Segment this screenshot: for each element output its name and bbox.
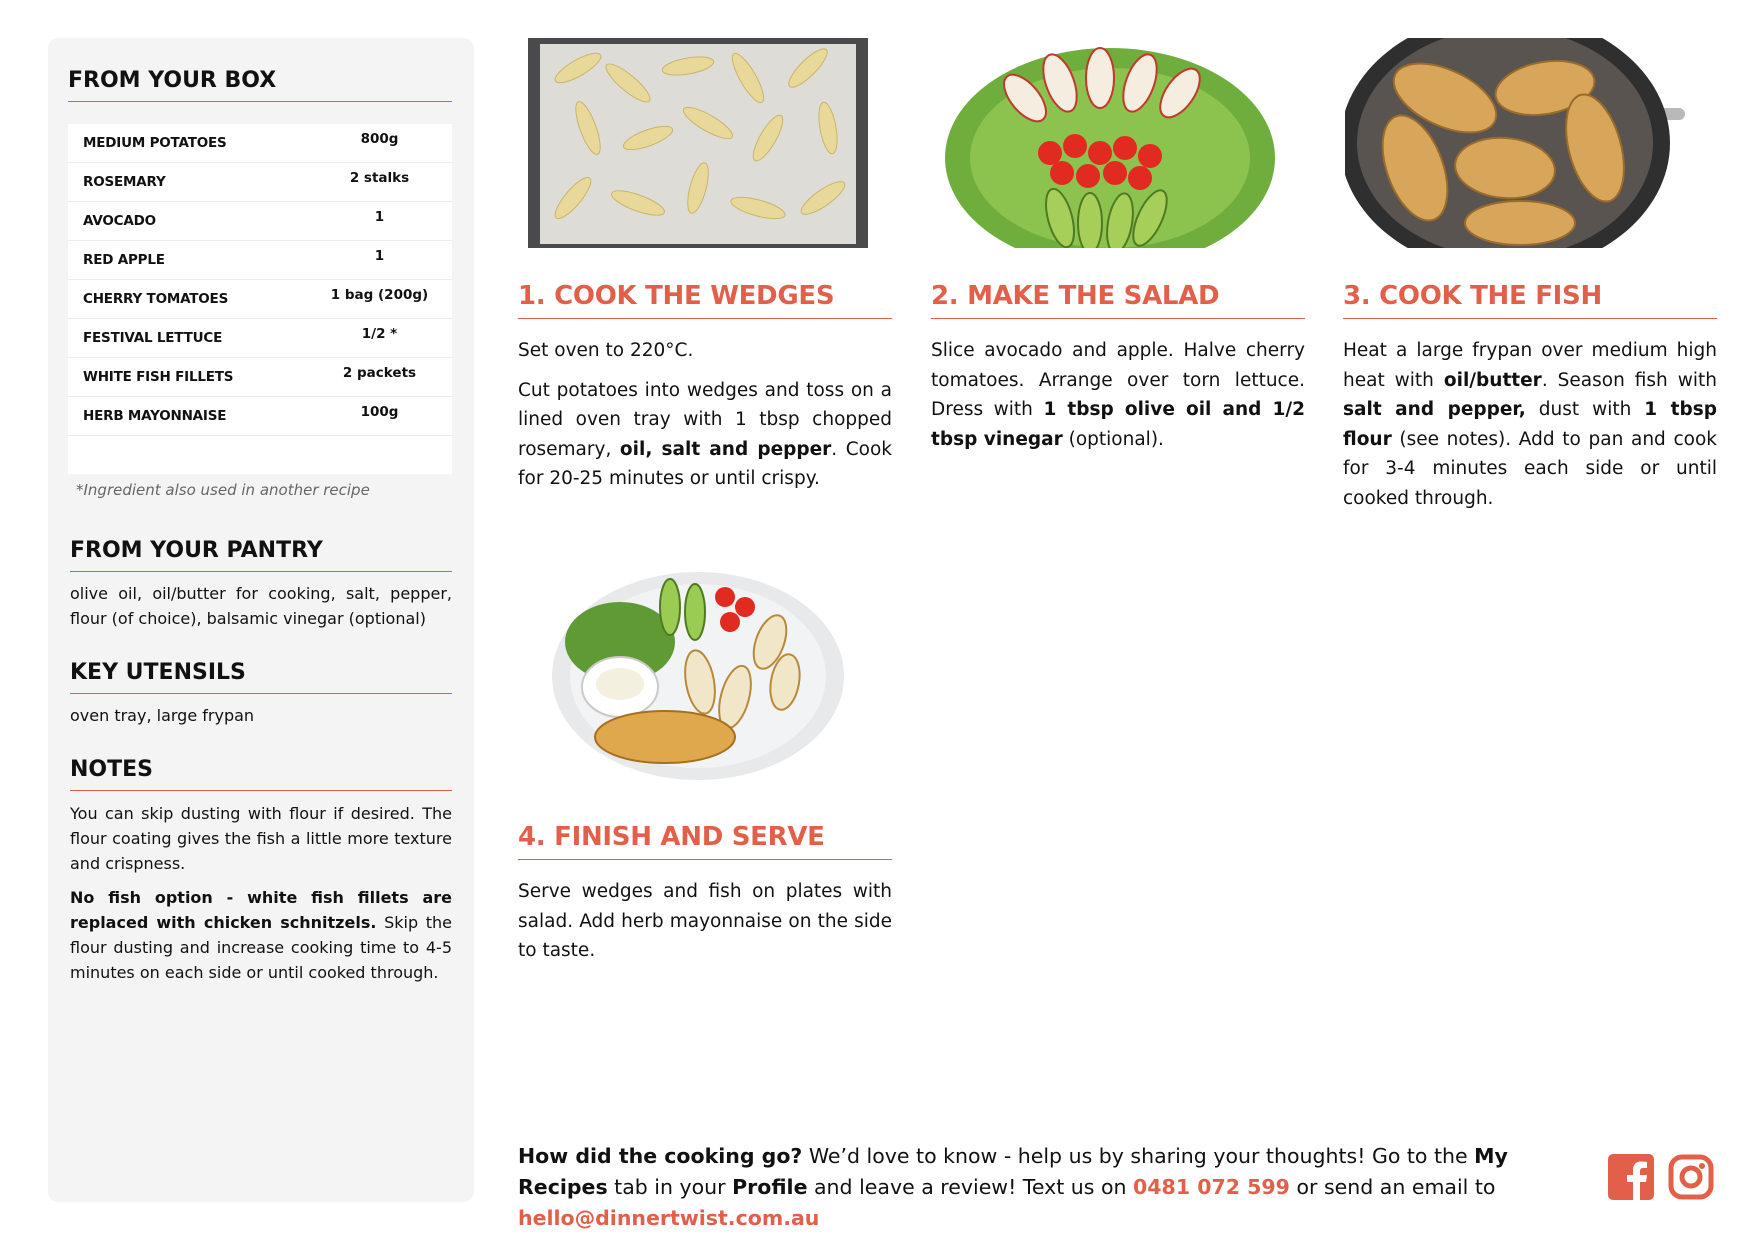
instagram-icon[interactable]	[1668, 1154, 1714, 1200]
pantry-heading: FROM YOUR PANTRY	[70, 538, 452, 572]
ingredient-name: AVOCADO	[83, 213, 156, 229]
ingredient-row	[68, 241, 452, 280]
ingredient-qty: 1 bag (200g)	[330, 287, 429, 303]
footer-text-3: and leave a review! Text us on	[807, 1175, 1134, 1199]
footer-question: How did the cooking go?	[518, 1144, 803, 1168]
step-paragraph	[518, 376, 892, 494]
plated-dish-photo	[550, 572, 846, 780]
wedges-photo	[528, 38, 868, 248]
ingredient-name: RED APPLE	[83, 252, 165, 268]
facebook-icon[interactable]	[1608, 1154, 1654, 1200]
ingredient-qty: 800g	[360, 131, 399, 147]
step-bold-text: 1 tbsp olive oil and 1/2 tbsp vinegar	[931, 399, 1305, 450]
notes-heading: NOTES	[70, 757, 452, 791]
step-4-title: 4. FINISH AND SERVE	[518, 821, 892, 860]
step-bold-text: salt and pepper,	[1343, 399, 1526, 420]
my-recipes-label: My Recipes	[518, 1144, 1508, 1199]
notes-text-1: You can skip dusting with flour if desired. The flour coating gives the fish a little more texture and crispness.	[70, 804, 452, 873]
ingredients-table	[68, 124, 452, 474]
ingredient-row	[68, 397, 452, 436]
ingredient-qty: 2 stalks	[349, 170, 410, 186]
step-text-run: Cut potatoes into wedges and toss on a lined oven tray with 1 tbsp chopped rosemary,	[518, 379, 892, 460]
step-paragraph	[931, 336, 1305, 454]
email-link[interactable]: hello@dinnertwist.com.au	[518, 1206, 820, 1230]
salad-photo	[940, 38, 1280, 248]
step-bold-text: oil, salt and pepper	[619, 438, 832, 460]
step-1-text	[518, 336, 892, 504]
step-text-run: (optional).	[1062, 428, 1164, 450]
from-your-box-heading: FROM YOUR BOX	[68, 68, 452, 102]
phone-link[interactable]: 0481 072 599	[1133, 1175, 1290, 1199]
ingredient-row	[68, 124, 452, 163]
feedback-footer	[518, 1141, 1568, 1234]
step-text-run: . Cook for 20-25 minutes or until crispy.	[518, 438, 893, 489]
ingredient-qty: 1	[374, 248, 385, 264]
ingredient-row	[68, 280, 452, 319]
ingredient-empty-row	[68, 436, 452, 474]
step-text-run: Heat a large frypan over medium high heat with	[1343, 340, 1717, 391]
ingredient-row	[68, 202, 452, 241]
step-text-run: . Season fish with	[1541, 369, 1717, 391]
notes-text-2	[70, 885, 452, 985]
step-text-run: Slice avocado and apple. Halve cherry tomatoes. Arrange over torn lettuce. Dress with	[931, 340, 1305, 420]
step-text-run: Serve wedges and fish on plates with salad. Add herb mayonnaise on the side to taste.	[518, 881, 892, 961]
step-bold-text: 1 tbsp flour	[1343, 399, 1717, 450]
step-text-run: Set oven to 220°C.	[518, 340, 694, 361]
step-bold-text: oil/butter	[1443, 369, 1542, 391]
utensils-text: oven tray, large frypan	[70, 706, 255, 725]
step-text-run: dust with	[1525, 399, 1645, 420]
utensils-heading: KEY UTENSILS	[70, 660, 452, 694]
footer-text-2: tab in your	[607, 1175, 733, 1199]
step-4-text	[518, 877, 892, 976]
sidebar	[48, 38, 474, 1202]
pantry-text: olive oil, oil/butter for cooking, salt, pepper, flour (of choice), balsamic vinegar (optional)	[70, 584, 452, 628]
ingredient-name: WHITE FISH FILLETS	[83, 369, 234, 385]
ingredient-row	[68, 358, 452, 397]
ingredient-row	[68, 319, 452, 358]
step-paragraph	[518, 336, 892, 366]
ingredient-name: ROSEMARY	[83, 174, 166, 190]
step-text-run: (see notes). Add to pan and cook for 3-4 minutes each side or until cooked through.	[1343, 428, 1717, 509]
notes-bold: No fish option - white fish fillets are replaced with chicken schnitzels.	[70, 888, 452, 932]
step-3-text	[1343, 336, 1717, 523]
ingredient-qty: 1	[374, 209, 385, 225]
ingredient-footnote: *Ingredient also used in another recipe	[76, 481, 370, 499]
step-paragraph	[518, 877, 892, 966]
ingredient-qty: 1/2 *	[361, 326, 398, 342]
footer-text-4: or send an email to	[1289, 1175, 1496, 1199]
ingredient-name: MEDIUM POTATOES	[83, 135, 227, 151]
step-paragraph	[1343, 336, 1717, 513]
step-2-text	[931, 336, 1305, 464]
ingredient-name: CHERRY TOMATOES	[83, 291, 229, 307]
ingredient-name: FESTIVAL LETTUCE	[83, 330, 223, 346]
notes-rest: Skip the flour dusting and increase cooking time to 4-5 minutes on each side or until cooked through.	[70, 913, 453, 982]
ingredient-row	[68, 163, 452, 202]
step-3-title: 3. COOK THE FISH	[1343, 280, 1717, 319]
footer-text-1: We’d love to know - help us by sharing your thoughts! Go to the	[802, 1144, 1475, 1168]
profile-label: Profile	[732, 1175, 808, 1199]
ingredient-qty: 2 packets	[342, 365, 417, 381]
step-2-title: 2. MAKE THE SALAD	[931, 280, 1305, 319]
fish-photo	[1345, 38, 1685, 248]
ingredient-name: HERB MAYONNAISE	[83, 408, 227, 424]
ingredient-qty: 100g	[360, 404, 399, 420]
step-1-title: 1. COOK THE WEDGES	[518, 280, 892, 319]
